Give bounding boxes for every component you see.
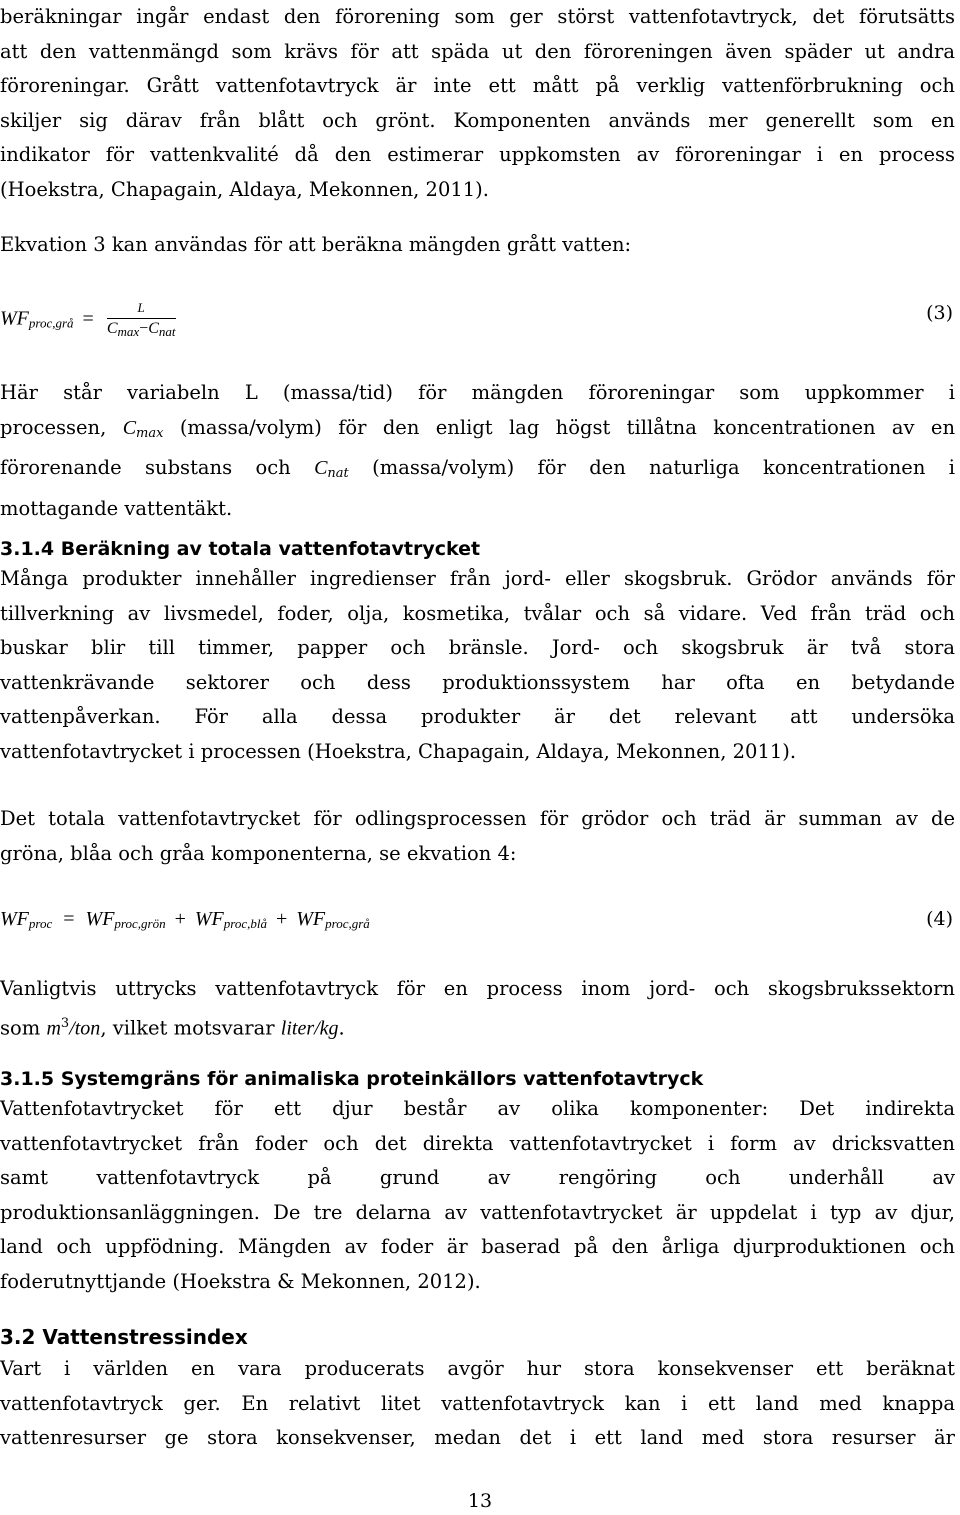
- section-heading-3-1-4: 3.1.4 Beräkning av totala vattenfotavtrycket: [0, 538, 481, 560]
- text-line: Vanligtvis uttrycks vattenfotavtryck för en process inom jord- och skogsbrukssektorn: [0, 977, 955, 1000]
- equation-number: (3): [926, 302, 953, 324]
- fraction-denominator: [107, 318, 176, 340]
- equation-4: [0, 902, 955, 952]
- text-fragment: processen,: [0, 415, 107, 439]
- text-line: vattenpåverkan. För alla dessa produkter är det relevant att undersöka: [0, 705, 955, 728]
- equation-subscript: proc,grå: [325, 916, 370, 931]
- paragraph-system-boundary: [0, 1092, 955, 1299]
- math-subscript: max: [136, 425, 164, 441]
- text-fragment: , vilket motsvarar: [100, 1016, 275, 1039]
- paragraph-text: [0, 562, 955, 769]
- text-line: beräkningar ingår endast den förorening som ger störst vattenfotavtryck, det förutsätts: [0, 5, 955, 28]
- text-line: Vart i världen en vara producerats avgör hur stora konsekvenser ett beräknat: [0, 1357, 955, 1380]
- paragraph-text: [0, 802, 955, 871]
- text-line: Vattenfotavtrycket för ett djur består av olika komponenter: Det indirekta: [0, 1097, 955, 1120]
- equation-symbol: WF: [0, 307, 29, 330]
- equation-operator: =: [82, 307, 94, 330]
- text-line: (Hoekstra, Chapagain, Aldaya, Mekonnen, 2011).: [0, 177, 489, 201]
- text-line: vattenfotavtrycket i processen (Hoekstra, Chapagain, Aldaya, Mekonnen, 2011).: [0, 739, 797, 763]
- equation-subscript: proc,blå: [223, 916, 267, 931]
- text-line: land och uppfödning. Mängden av foder är baserad på den årliga djurproduktionen och: [0, 1235, 955, 1258]
- math-variable: C: [314, 457, 328, 479]
- equation-operator: +: [174, 908, 186, 930]
- paragraph-variable-definitions: [0, 376, 955, 526]
- text-line: [0, 1007, 955, 1046]
- equation-operator: +: [275, 908, 288, 930]
- text-fragment: (massa/volym) för den enligt lag högst tillåtna koncentrationen av en: [179, 415, 956, 439]
- text-fragment: som: [0, 1016, 41, 1039]
- equation-symbol: C: [148, 320, 159, 337]
- text-line: produktionsanläggningen. De tre delarna av vattenfotavtrycket är uppdelat i typ av djur,: [0, 1200, 955, 1224]
- equation-3-expression: [0, 300, 176, 340]
- section-heading-3-1-5: 3.1.5 Systemgräns för animaliska proteinkällors vattenfotavtryck: [0, 1068, 704, 1090]
- text-line: att den vattenmängd som krävs för att späda ut den föroreningen även späder ut andra: [0, 39, 955, 63]
- equation-operator: −: [139, 320, 149, 337]
- paragraph-grey-water-intro: [0, 0, 955, 207]
- text-fragment: (massa/volym) för den naturliga koncentrationen i: [372, 456, 955, 479]
- paragraph-text: [0, 0, 955, 207]
- text-line: vattenkrävande sektorer och dess produktionssystem har ofta en betydande: [0, 670, 955, 694]
- text-line: foderutnyttjande (Hoekstra & Mekonnen, 2012).: [0, 1269, 481, 1293]
- text-line: föroreningar. Grått vattenfotavtryck är inte ett mått på verklig vattenförbrukning och: [0, 74, 955, 97]
- math-unit: liter/kg: [280, 1017, 339, 1039]
- paragraph-equation-4-intro: [0, 802, 955, 871]
- paragraph-text: [0, 1352, 955, 1456]
- text-line: mottagande vattentäkt.: [0, 496, 233, 520]
- equation-subscript: proc,grön: [114, 916, 166, 931]
- text-line: skiljer sig därav från blått och grönt. Komponenten används mer generellt som en: [0, 108, 955, 132]
- math-superscript: 3: [60, 1015, 70, 1031]
- math-subscript: nat: [327, 466, 349, 481]
- equation-subscript: nat: [158, 324, 176, 339]
- text-line: vattenresurser ge stora konsekvenser, medan det i ett land med stora resurser är: [0, 1426, 955, 1449]
- section-heading-3-2: 3.2 Vattenstressindex: [0, 1325, 248, 1349]
- text-fragment: förorenande substans och: [0, 456, 291, 479]
- paragraph-equation-3-intro: [0, 228, 955, 263]
- equation-symbol: WF: [194, 908, 224, 930]
- text-line: [0, 451, 955, 492]
- math-unit: /ton: [69, 1017, 101, 1039]
- paragraph-text: Ekvation 3 kan användas för att beräkna mängden grått vatten:: [0, 233, 632, 256]
- text-line: vattenfotavtryck ger. En relativt litet vattenfotavtryck kan i ett land med knappa: [0, 1391, 955, 1415]
- math-variable: C: [122, 416, 137, 439]
- equation-symbol: WF: [85, 908, 115, 930]
- paragraph-text: [0, 376, 955, 526]
- math-unit: m: [46, 1017, 61, 1039]
- equation-subscript: max: [117, 324, 140, 339]
- text-line: Många produkter innehåller ingredienser från jord- eller skogsbruk. Grödor används för: [0, 567, 955, 590]
- equation-symbol: WF: [296, 908, 326, 930]
- text-line: tillverkning av livsmedel, foder, olja, kosmetika, tvålar och så vidare. Ved från träd och: [0, 601, 955, 625]
- equation-subscript: proc,grå: [28, 315, 74, 331]
- text-fragment: .: [338, 1016, 345, 1039]
- fraction-numerator: L: [137, 300, 145, 315]
- text-line: [0, 411, 955, 452]
- text-line: gröna, blåa och gråa komponenterna, se ekvation 4:: [0, 841, 517, 865]
- equation-4-expression: [0, 908, 370, 932]
- text-line: Här står variabeln L (massa/tid) för mängden föroreningar som uppkommer i: [0, 381, 955, 404]
- paragraph-water-stress-index: [0, 1352, 955, 1456]
- equation-3: [0, 292, 955, 342]
- equation-fraction: [107, 300, 176, 340]
- equation-symbol: C: [106, 320, 118, 337]
- page-number: 13: [467, 1490, 493, 1512]
- text-line: Det totala vattenfotavtrycket för odlingsprocessen för grödor och träd är summan av de: [0, 807, 955, 830]
- paragraph-total-water-footprint: [0, 562, 955, 769]
- paragraph-text: [0, 1092, 955, 1299]
- text-line: indikator för vattenkvalité då den estimerar uppkomsten av föroreningar i en process: [0, 143, 955, 166]
- equation-number: (4): [926, 908, 953, 930]
- equation-subscript: proc: [28, 916, 53, 931]
- equation-symbol: WF: [0, 908, 29, 930]
- equation-operator: =: [63, 908, 75, 930]
- paragraph-text: [0, 972, 955, 1046]
- paragraph-units: [0, 972, 955, 1046]
- text-line: buskar blir till timmer, papper och bränsle. Jord- och skogsbruk är två stora: [0, 636, 955, 659]
- text-line: vattenfotavtrycket från foder och det direkta vattenfotavtrycket i form av dricksvatten: [0, 1131, 955, 1155]
- text-line: samt vattenfotavtryck på grund av rengöring och underhåll av: [0, 1166, 955, 1189]
